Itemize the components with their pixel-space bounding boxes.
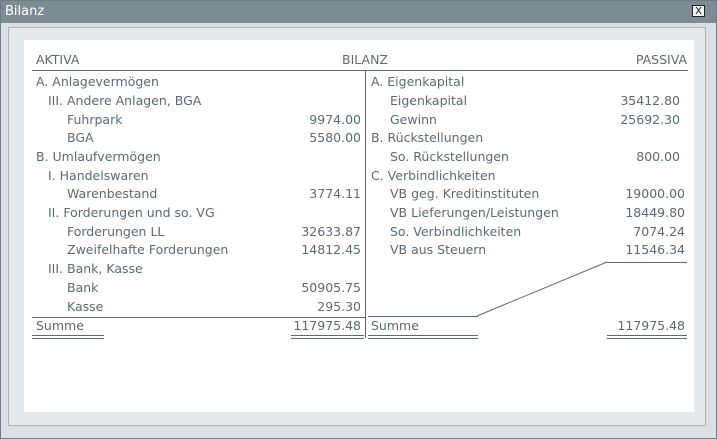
aktiva-label: I. Handelswaren: [48, 168, 149, 183]
aktiva-label: BGA: [67, 130, 94, 145]
passiva-label: So. Verbindlichkeiten: [390, 224, 522, 239]
aktiva-label: B. Umlaufvermögen: [36, 149, 161, 164]
passiva-label: C. Verbindlichkeiten: [371, 168, 496, 183]
title-bar[interactable]: [1, 1, 716, 23]
aktiva-heading: AKTIVA: [36, 52, 80, 67]
passiva-sum-double-rule: [368, 335, 478, 336]
aktiva-value-double-rule: [291, 335, 364, 336]
passiva-value: 35412.80: [620, 93, 680, 108]
bilanz-heading: BILANZ: [342, 52, 388, 67]
aktiva-value-double-rule: [291, 338, 364, 339]
passiva-value-double-rule: [607, 338, 687, 339]
aktiva-value: 14812.45: [301, 242, 361, 257]
aktiva-label: II. Forderungen und so. VG: [48, 205, 215, 220]
passiva-value: 25692.30: [620, 112, 680, 127]
aktiva-sum-double-rule: [32, 338, 104, 339]
passiva-label: Eigenkapital: [390, 93, 468, 108]
passiva-label: VB geg. Kreditinstituten: [390, 186, 540, 201]
passiva-label: B. Rückstellungen: [371, 130, 484, 145]
passiva-label: Gewinn: [390, 112, 437, 127]
aktiva-value: 32633.87: [301, 224, 361, 239]
aktiva-sum-label: Summe: [36, 318, 84, 333]
diagonal-fill-line: [24, 40, 694, 412]
aktiva-label: Bank: [67, 280, 99, 295]
aktiva-label: Fuhrpark: [67, 112, 123, 127]
passiva-label: VB Lieferungen/Leistungen: [390, 205, 559, 220]
aktiva-label: Warenbestand: [67, 186, 158, 201]
aktiva-value: 5580.00: [309, 130, 361, 145]
passiva-value: 800.00: [636, 149, 680, 164]
aktiva-value: 295.30: [317, 299, 361, 314]
passiva-value-double-rule: [607, 335, 687, 336]
aktiva-label: Zweifelhafte Forderungen: [67, 242, 229, 257]
passiva-label: A. Eigenkapital: [371, 74, 465, 89]
aktiva-value: 3774.11: [309, 186, 361, 201]
passiva-fill-rule: [368, 316, 478, 317]
passiva-sum-label: Summe: [371, 318, 419, 333]
passiva-label: So. Rückstellungen: [390, 149, 509, 164]
close-button[interactable]: X: [692, 5, 705, 17]
passiva-value: 7074.24: [633, 224, 685, 239]
aktiva-label: Kasse: [67, 299, 104, 314]
aktiva-label: Forderungen LL: [67, 224, 165, 239]
aktiva-label: III. Andere Anlagen, BGA: [48, 93, 202, 108]
passiva-value: 19000.00: [625, 186, 685, 201]
aktiva-sum-value: 117975.48: [293, 318, 361, 333]
aktiva-label: A. Anlagevermögen: [36, 74, 159, 89]
passiva-heading: PASSIVA: [635, 52, 687, 67]
aktiva-value: 50905.75: [301, 280, 361, 295]
aktiva-sum-double-rule: [32, 335, 104, 336]
passiva-sum-double-rule: [368, 338, 478, 339]
passiva-label: VB aus Steuern: [390, 242, 487, 257]
passiva-sum-value: 117975.48: [617, 318, 685, 333]
passiva-value: 11546.34: [625, 242, 685, 257]
window-title: Bilanz: [5, 4, 45, 19]
aktiva-value: 9974.00: [309, 112, 361, 127]
aktiva-label: III. Bank, Kasse: [48, 261, 143, 276]
passiva-value: 18449.80: [625, 205, 685, 220]
balance-sheet: [24, 40, 694, 412]
